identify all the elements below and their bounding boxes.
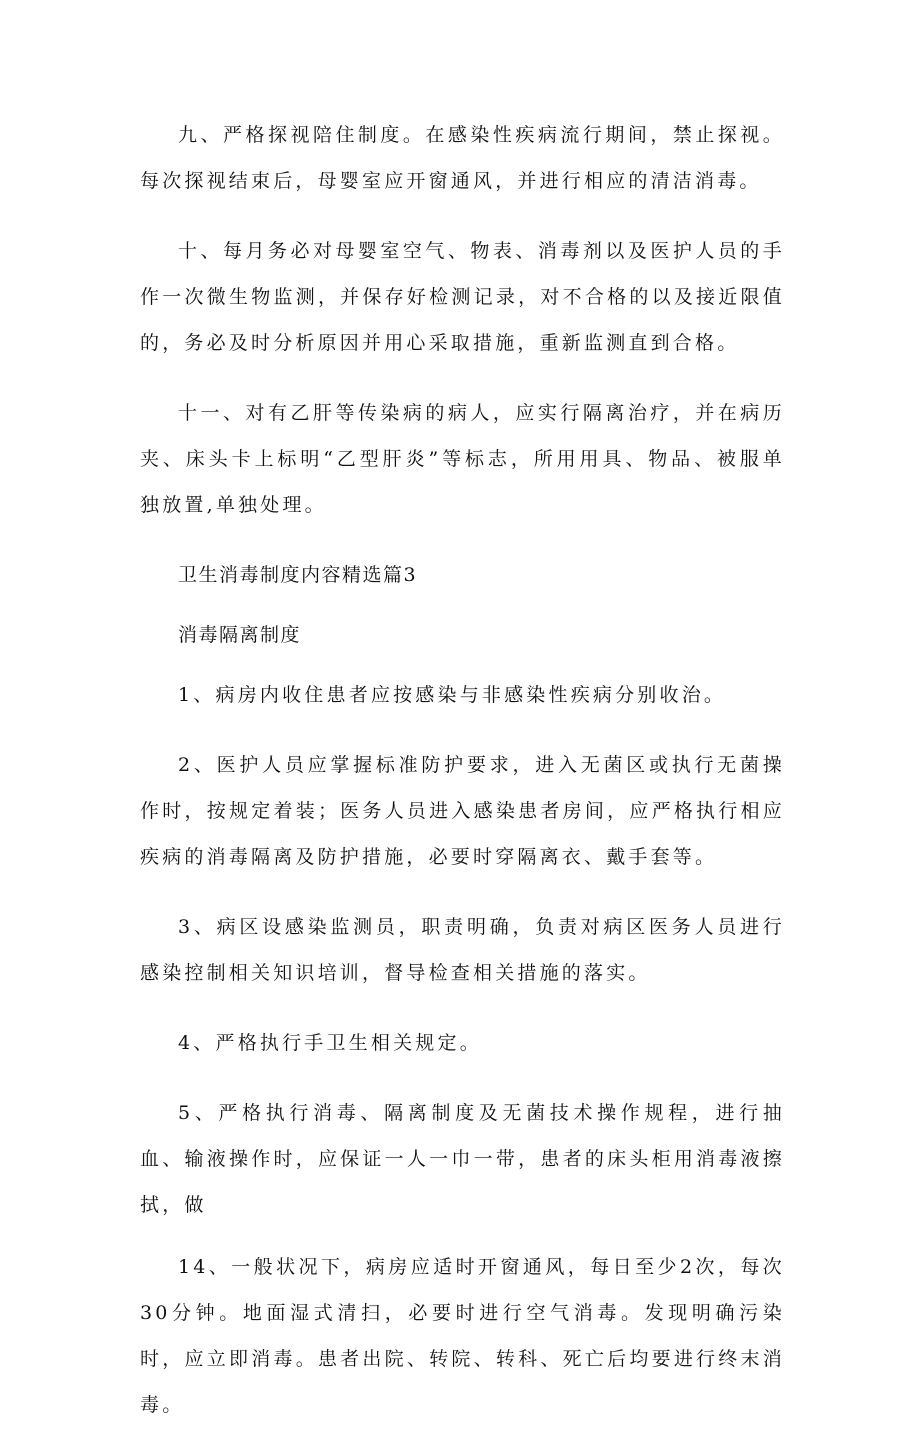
paragraph-item-5: 5、严格执行消毒、隔离制度及无菌技术操作规程，进行抽血、输液操作时，应保证一人一巾一带，患者的床头柜用消毒液擦拭，做 [140,1102,785,1216]
paragraph-item-2: 2、医护人员应掌握标准防护要求，进入无菌区或执行无菌操作时，按规定着装；医务人员进入感染患者房间，应严格执行相应疾病的消毒隔离及防护措施，必要时穿隔离衣、戴手套等。 [140,754,785,868]
paragraph-item-4: 4、严格执行手卫生相关规定。 [178,1032,482,1054]
document-body [140,112,785,1452]
paragraph-item-11: 十一、对有乙肝等传染病的病人，应实行隔离治疗，并在病历夹、床头卡上标明“乙型肝炎”等标志，所用用具、物品、被服单独放置,单独处理。 [140,402,785,516]
section-title: 卫生消毒制度内容精选篇3 [178,564,418,586]
subsection-title: 消毒隔离制度 [178,624,302,646]
paragraph-item-1: 1、病房内收住患者应按感染与非感染性疾病分别收治。 [178,684,727,706]
paragraph-item-14: 14、一般状况下，病房应适时开窗通风，每日至少2次，每次30分钟。地面湿式清扫，必要时进行空气消毒。发现明确污染时，应立即消毒。患者出院、转院、转科、死亡后均要进行终末消毒。 [140,1256,785,1416]
paragraph-item-3: 3、病区设感染监测员，职责明确，负责对病区医务人员进行感染控制相关知识培训，督导检查相关措施的落实。 [140,916,785,984]
paragraph-item-10: 十、每月务必对母婴室空气、物表、消毒剂以及医护人员的手作一次微生物监测，并保存好检测记录，对不合格的以及接近限值的，务必及时分析原因并用心采取措施，重新监测直到合格。 [140,240,785,354]
paragraph-item-9: 九、严格探视陪住制度。在感染性疾病流行期间，禁止探视。每次探视结束后，母婴室应开窗通风，并进行相应的清洁消毒。 [140,124,785,192]
